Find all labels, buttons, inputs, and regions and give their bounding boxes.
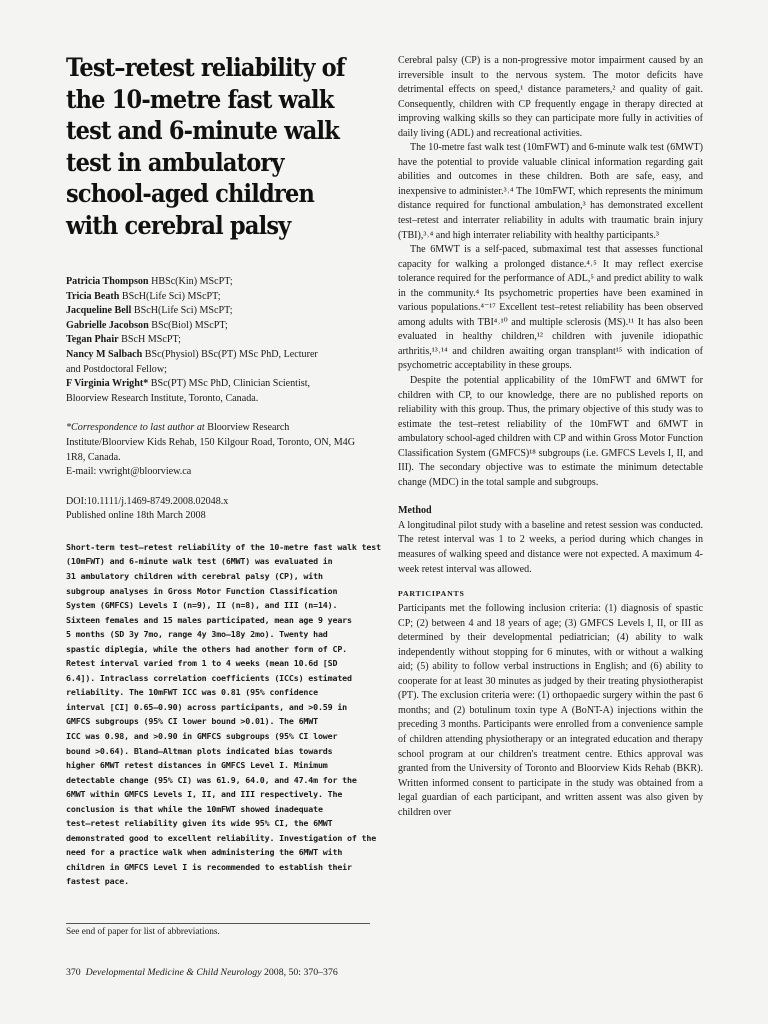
left-column [66,52,381,889]
publication-info [66,495,370,524]
body-paragraph: The 10-metre fast walk test (10mFWT) and 6-minute walk test (6MWT) have the potential to provide valuable clinical information regarding gait abilities and outcomes in these children. Both are safe, easy, and inexpensive to administer.³˒⁴ The 10mFWT, which represents the minimum distance required for functional ambulation,³ has demonstrated excellent test–retest and interrater reliability in adults with traumatic brain injury (TBI),³˒⁴ and high interrater reliability with healthy participants.³ [398,142,703,241]
article-title: Test–retest reliability of the 10-metre fast walk test and 6-minute walk test in ambulatory school-aged children with cerebral palsy [66,53,345,240]
author-line [66,290,370,305]
abstract-line: interval [CI] 0.65–0.90) across participants, and >0.59 in [66,701,348,712]
author-line [66,275,370,290]
author-line [66,363,370,378]
page-number: 370 [66,967,81,978]
abstract-line: fastest pace. [66,876,129,887]
author-line [66,377,370,392]
abstract-line: spastic diplegia, while the others had another form of CP. [66,643,348,654]
author-name: Nancy M Salbach [66,348,143,360]
participants-paragraph: Participants met the following inclusion criteria: (1) diagnosis of spastic CP; (2) between 4 and 18 years of age; (3) GMFCS Levels I, II, or III as determined by their developmental pediatrician; (4) ability to walk independently without stopping for 6 minutes, with or without a walking aid; (5) ability to follow verbal instructions in English; and (6) ability to cooperate for at least 30 minutes as judged by their treating physiotherapist (PT). The exclusion criteria were: (1) orthopaedic surgery within the past 6 months; and (2) botulinum toxin type A (BoNT-A) injections within the preceding 3 months. Participants were enrolled from a convenience sample of children attending physiotherapy or an integrated education and therapy school program at our children's treatment centre. Ethics approval was granted from the University of Toronto and Bloorview Kids Rehab (BKR). Written informed consent to participate in the study was obtained from a legal guardian of each participant, and written assent was also given by children over [398,603,703,818]
author-credentials: BSc(PT) MSc PhD, Clinician Scientist, [148,378,311,390]
method-heading: Method [398,505,432,517]
abstract-line: conclusion is that while the 10mFWT showed inadequate [66,803,323,814]
abstract-line: test–retest reliability given its wide 95% CI, the 6MWT [66,818,333,829]
doi[interactable]: DOI:10.1111/j.1469-8749.2008.02048.x [66,495,229,507]
author-name: Tegan Phair [66,334,119,346]
author-credentials: BScH(Life Sci) MScPT; [131,305,233,317]
author-line [66,333,370,348]
abstract-line: 6MWT within GMFCS Levels I, II, and III respectively. The [66,789,343,800]
body-paragraph: The 6MWT is a self-paced, submaximal test that assesses functional capacity for walking a prolonged distance.⁴˒⁵ It may reflect exercise tolerance required for the performance of ADL,⁵ and predict ability to walk in the community.⁴ Its psychometric properties have been examined in various populations.⁴⁻¹⁷ Excellent test–retest reliability has been observed among adults with TBI⁴˒¹⁰ and multiple sclerosis (MS).¹¹ It has also been evaluated in healthy children,¹² children with juvenile idiopathic arthritis,¹³˒¹⁴ and children awaiting organ transplant¹⁵ with indication of psychometric acceptability in these groups. [398,244,703,372]
correspondence [66,421,370,479]
abstract-line: Sixteen females and 15 males participated, mean age 9 years [66,614,352,625]
abstract-line: need for a practice walk when administering the 6MWT with [66,847,343,858]
abstract-line: 6.4]). Intraclass correlation coefficients (ICCs) estimated [66,672,352,683]
author-credentials: Bloorview Research Institute, Toronto, Canada. [66,392,259,404]
author-credentials: and Postdoctoral Fellow; [66,363,167,375]
body-paragraph: Cerebral palsy (CP) is a non-progressive motor impairment caused by an irreversible insult to the nervous system. The motor deficits have detrimental effects on speed,¹ distance parameters,² and quality of gait. Consequently, children with CP frequently engage in therapy directed at improving walking skills so they can participate more fully in activities of daily living (ADL) and recreational activities. [398,55,703,139]
abstract-line: subgroup analyses in Gross Motor Function Classification [66,585,338,596]
page-footer [66,967,338,978]
abstract-line: demonstrated good to excellent reliability. Investigation of the [66,832,377,843]
abstract-line: reliability. The 10mFWT ICC was 0.81 (95% confidence [66,687,318,698]
author-name: Tricia Beath [66,290,120,302]
journal-name: Developmental Medicine & Child Neurology [85,967,262,978]
right-column [398,54,703,820]
method-paragraph: A longitudinal pilot study with a baseline and retest session was conducted. The retest interval was 1 to 2 weeks, a period during which changes in measures of walking speed and distance were not expected. A maximum 4-week retest interval was allowed. [398,519,703,575]
body-paragraph: Despite the potential applicability of the 10mFWT and 6MWT for children with CP, to our knowledge, there are no published reports on reliability with this group. Thus, the primary objective of this study was to estimate the test–retest reliability of the 10mFWT and 6MWT in ambulatory school-aged children with CP and within Gross Motor Function Classification System (GMFCS)¹⁸ subgroups (i.e. GMFCS Levels I, II, and III). The secondary objective was to estimate the minimum detectable change (MDC) in the total sample and subgroups. [398,375,703,488]
abstract-line: Short-term test–retest reliability of the 10-metre fast walk test [66,541,381,552]
author-line [66,304,370,319]
citation: 2008, 50: 370–376 [261,967,338,978]
abstract-line: (10mFWT) and 6-minute walk test (6MWT) was evaluated in [66,556,333,567]
abstract-line: GMFCS subgroups (95% CI lower bound >0.01). The 6MWT [66,716,318,727]
published-date: Published online 18th March 2008 [66,510,206,522]
abstract-line: Retest interval varied from 1 to 4 weeks (mean 10.6d [SD [66,658,338,669]
abstract-line: detectable change (95% CI) was 61.9, 64.0, and 47.4m for the [66,774,357,785]
author-name: Gabrielle Jacobson [66,319,149,331]
correspondence-label: *Correspondence to last author at [66,422,205,434]
participants-heading: PARTICIPANTS [398,589,465,599]
abstract-line: higher 6MWT retest distances in GMFCS Level I. Minimum [66,760,328,771]
author-name: Jacqueline Bell [66,305,132,317]
author-list [66,275,370,406]
abstract-line: 31 ambulatory children with cerebral palsy (CP), with [66,571,323,581]
author-line [66,319,370,334]
author-name: F Virginia Wright* [66,378,149,390]
author-credentials: HBSc(Kin) MScPT; [148,276,233,287]
correspondence-address: Bloorview Research Institute/Bloorview Kids Rehab, 150 Kilgour Road, Toronto, ON, M4G 1R8, Canada. [66,422,356,463]
author-line [66,392,370,407]
abstract-line: System (GMFCS) Levels I (n=9), II (n=8), and III (n=14). [66,600,338,611]
footnote-divider [66,923,370,924]
footnote: See end of paper for list of abbreviations. [66,927,220,937]
abstract [66,540,381,889]
author-credentials: BSc(Physiol) BSc(PT) MSc PhD, Lecturer [142,348,318,360]
author-credentials: BScH MScPT; [118,334,181,346]
author-name: Patricia Thompson [66,276,149,287]
author-credentials: BScH(Life Sci) MScPT; [119,290,221,302]
abstract-line: ICC was 0.98, and >0.90 in GMFCS subgroups (95% CI lower [66,731,338,742]
abstract-line: 5 months (SD 3y 7mo, range 4y 3mo–18y 2mo). Twenty had [66,629,328,640]
email-address[interactable]: E-mail: vwright@bloorview.ca [66,466,192,478]
author-credentials: BSc(Biol) MScPT; [148,319,228,331]
abstract-line: bound >0.64). Bland–Altman plots indicated bias towards [66,745,333,756]
author-line [66,348,370,363]
abstract-line: children in GMFCS Level I is recommended to establish their [66,861,352,872]
